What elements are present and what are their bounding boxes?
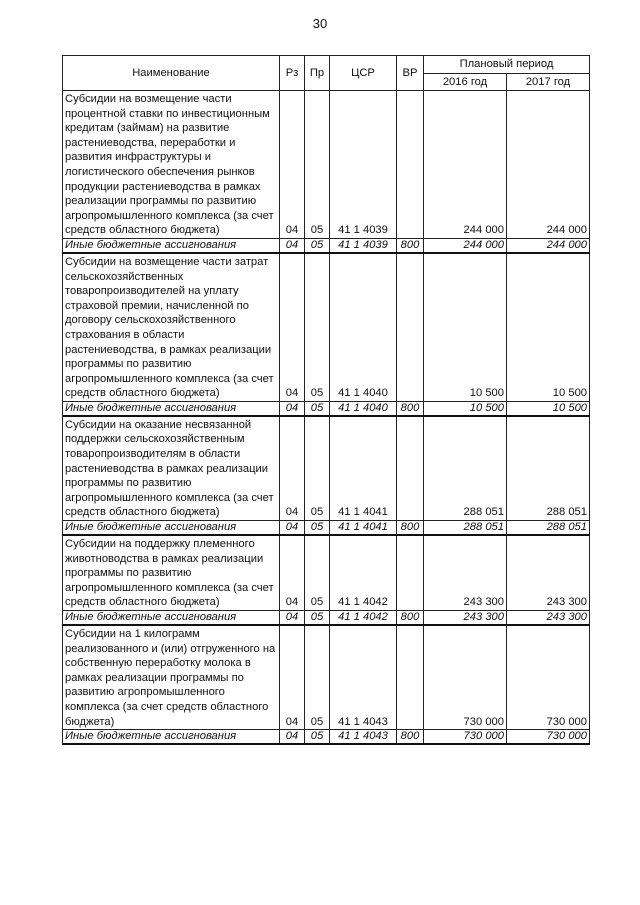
row-2016: 288 051 bbox=[424, 416, 507, 521]
row-2017: 10 500 bbox=[507, 253, 590, 401]
row-2017: 243 300 bbox=[507, 535, 590, 610]
row-csr: 41 1 4039 bbox=[330, 91, 397, 239]
table-row bbox=[63, 521, 590, 536]
row-pr: 05 bbox=[305, 730, 330, 745]
row-2017: 288 051 bbox=[507, 521, 590, 536]
table-row bbox=[63, 253, 590, 401]
row-csr: 41 1 4040 bbox=[330, 401, 397, 416]
row-pr: 05 bbox=[305, 401, 330, 416]
table-row bbox=[63, 238, 590, 253]
row-pr: 05 bbox=[305, 521, 330, 536]
row-2016: 244 000 bbox=[424, 238, 507, 253]
row-vr bbox=[397, 625, 424, 730]
row-name: Иные бюджетные ассигнования bbox=[63, 401, 280, 416]
row-rz: 04 bbox=[280, 535, 305, 610]
row-vr bbox=[397, 535, 424, 610]
col-header-vr: ВР bbox=[397, 56, 424, 91]
row-pr: 05 bbox=[305, 416, 330, 521]
row-2017: 288 051 bbox=[507, 416, 590, 521]
col-header-2017: 2017 год bbox=[507, 74, 590, 91]
row-2017: 244 000 bbox=[507, 238, 590, 253]
row-rz: 04 bbox=[280, 238, 305, 253]
row-pr: 05 bbox=[305, 535, 330, 610]
row-2016: 244 000 bbox=[424, 91, 507, 239]
row-2017: 730 000 bbox=[507, 730, 590, 745]
row-name: Субсидии на 1 килограмм реализованного и (или) отгруженного на собственную переработку молока в рамках реализации программы по развитию агропромышленного комплекса (за счет средств областного бюджета) bbox=[63, 625, 280, 730]
row-vr bbox=[397, 91, 424, 239]
row-csr: 41 1 4040 bbox=[330, 253, 397, 401]
row-vr: 800 bbox=[397, 521, 424, 536]
table-row bbox=[63, 730, 590, 745]
row-name: Иные бюджетные ассигнования bbox=[63, 238, 280, 253]
row-2016: 10 500 bbox=[424, 401, 507, 416]
row-vr: 800 bbox=[397, 611, 424, 626]
row-2016: 10 500 bbox=[424, 253, 507, 401]
row-vr: 800 bbox=[397, 238, 424, 253]
col-header-pr: Пр bbox=[305, 56, 330, 91]
table-row bbox=[63, 625, 590, 730]
row-2016: 243 300 bbox=[424, 535, 507, 610]
table-row bbox=[63, 535, 590, 610]
row-name: Иные бюджетные ассигнования bbox=[63, 611, 280, 626]
row-pr: 05 bbox=[305, 611, 330, 626]
row-2016: 730 000 bbox=[424, 730, 507, 745]
table-row bbox=[63, 611, 590, 626]
row-name: Субсидии на поддержку племенного животноводства в рамках реализации программы по развитию агропромышленного комплекса (за счет средств областного бюджета) bbox=[63, 535, 280, 610]
row-rz: 04 bbox=[280, 521, 305, 536]
row-2016: 243 300 bbox=[424, 611, 507, 626]
row-vr bbox=[397, 253, 424, 401]
table-header-row bbox=[63, 56, 590, 74]
col-header-csr: ЦСР bbox=[330, 56, 397, 91]
row-rz: 04 bbox=[280, 401, 305, 416]
row-rz: 04 bbox=[280, 611, 305, 626]
row-2017: 243 300 bbox=[507, 611, 590, 626]
row-2017: 730 000 bbox=[507, 625, 590, 730]
row-name: Субсидии на возмещение части затрат сельскохозяйственных товаропроизводителей на уплату страховой премии, начисленной по договору сельскохозяйственного страхования в области растениеводства, в рамках реализации программы по развитию агропромышленного комплекса (за счет средств областного бюджета) bbox=[63, 253, 280, 401]
row-vr: 800 bbox=[397, 401, 424, 416]
row-name: Субсидии на оказание несвязанной поддержки сельскохозяйственным товаропроизводителям в области растениеводства в рамках реализации программы по развитию агропромышленного комплекса (за счет средств областного бюджета) bbox=[63, 416, 280, 521]
row-name: Иные бюджетные ассигнования bbox=[63, 730, 280, 745]
col-header-name: Наименование bbox=[63, 56, 280, 91]
row-rz: 04 bbox=[280, 730, 305, 745]
table-row bbox=[63, 401, 590, 416]
table-row bbox=[63, 91, 590, 239]
budget-table bbox=[62, 55, 590, 745]
row-csr: 41 1 4043 bbox=[330, 730, 397, 745]
page-number: 30 bbox=[312, 16, 328, 31]
row-rz: 04 bbox=[280, 625, 305, 730]
row-csr: 41 1 4042 bbox=[330, 535, 397, 610]
row-rz: 04 bbox=[280, 416, 305, 521]
table-row bbox=[63, 416, 590, 521]
row-vr: 800 bbox=[397, 730, 424, 745]
row-pr: 05 bbox=[305, 91, 330, 239]
row-csr: 41 1 4041 bbox=[330, 416, 397, 521]
row-csr: 41 1 4041 bbox=[330, 521, 397, 536]
col-header-rz: Рз bbox=[280, 56, 305, 91]
row-pr: 05 bbox=[305, 253, 330, 401]
col-header-2016: 2016 год bbox=[424, 74, 507, 91]
row-2017: 244 000 bbox=[507, 91, 590, 239]
col-header-plan-period: Плановый период bbox=[424, 56, 590, 74]
row-rz: 04 bbox=[280, 91, 305, 239]
row-csr: 41 1 4039 bbox=[330, 238, 397, 253]
row-name: Иные бюджетные ассигнования bbox=[63, 521, 280, 536]
row-vr bbox=[397, 416, 424, 521]
row-name: Субсидии на возмещение части процентной ставки по инвестиционным кредитам (займам) на развитие растениеводства, переработки и развития инфраструктуры и логистического обеспечения рынков продукции растениеводства в рамках реализации программы по развитию агропромышленного комплекса (за счет средств областного бюджета) bbox=[63, 91, 280, 239]
row-2016: 288 051 bbox=[424, 521, 507, 536]
row-csr: 41 1 4043 bbox=[330, 625, 397, 730]
row-2016: 730 000 bbox=[424, 625, 507, 730]
row-rz: 04 bbox=[280, 253, 305, 401]
row-csr: 41 1 4042 bbox=[330, 611, 397, 626]
row-pr: 05 bbox=[305, 238, 330, 253]
row-pr: 05 bbox=[305, 625, 330, 730]
row-2017: 10 500 bbox=[507, 401, 590, 416]
